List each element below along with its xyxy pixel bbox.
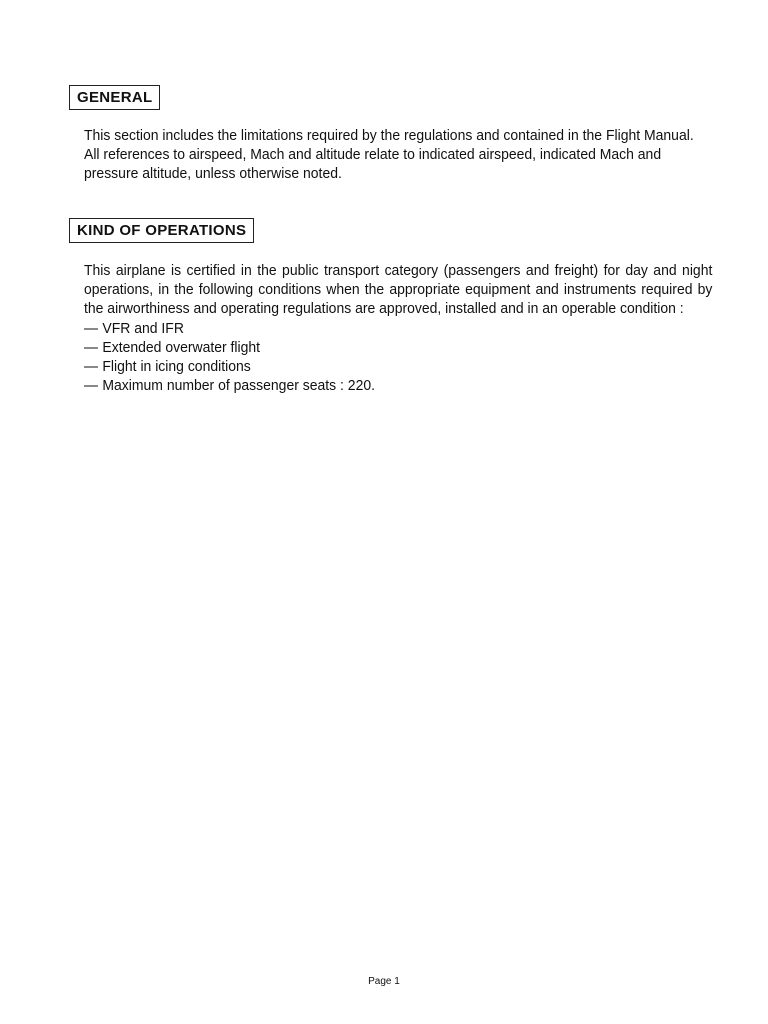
dash-bullet: — xyxy=(84,319,98,337)
dash-bullet: — xyxy=(84,338,98,356)
general-paragraph-2: All references to airspeed, Mach and altitude relate to indicated airspeed, indicated Mach and pressure altitude, unless otherwise noted. xyxy=(84,146,662,183)
page-number: Page 1 xyxy=(368,976,400,987)
list-item-text: Maximum number of passenger seats : 220. xyxy=(102,377,376,395)
list-item xyxy=(84,376,712,395)
general-paragraph-1: This section includes the limitations required by the regulations and contained in the Flight Manual. xyxy=(84,127,694,144)
list-item-text: Flight in icing conditions xyxy=(102,358,251,376)
general-section-body xyxy=(84,126,712,184)
list-item-text: VFR and IFR xyxy=(102,319,184,337)
list-item-text: Extended overwater flight xyxy=(102,338,261,356)
list-item xyxy=(84,338,712,357)
general-heading: GENERAL xyxy=(69,85,160,110)
dash-bullet: — xyxy=(84,377,98,395)
list-item xyxy=(84,357,712,376)
kind-of-operations-intro: This airplane is certified in the public transport category (passengers and freight) for day and night operations, in the following conditions when the appropriate equipment and instruments required by the airworthiness and operating regulations are approved, installed and in an operable condition : xyxy=(84,262,713,318)
kind-of-operations-body xyxy=(84,261,712,395)
kind-of-operations-heading: KIND OF OPERATIONS xyxy=(69,218,254,243)
dash-bullet: — xyxy=(84,358,98,376)
list-item xyxy=(84,319,712,338)
